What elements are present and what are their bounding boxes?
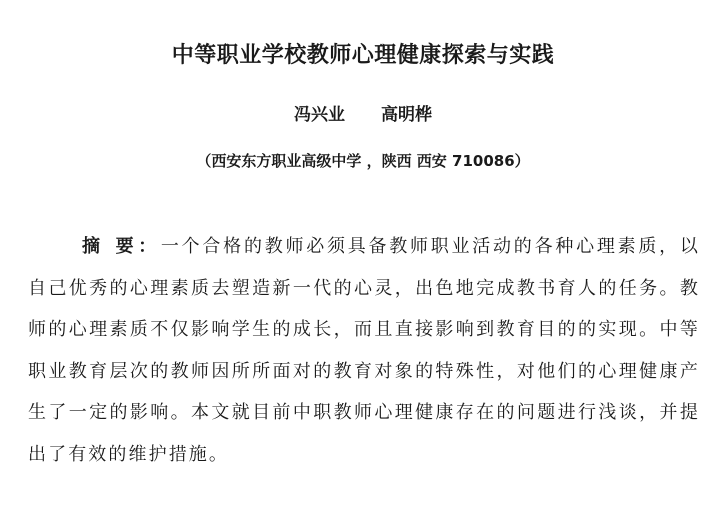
abstract-paragraph xyxy=(28,226,700,475)
author-name: 冯兴业 xyxy=(294,105,346,125)
author-name: 高明桦 xyxy=(380,105,432,125)
paper-title: 中等职业学校教师心理健康探索与实践 xyxy=(171,43,555,68)
author-affiliation: （西安东方职业高级中学 ，陕西 西安 710086） xyxy=(196,152,530,170)
author-list xyxy=(0,100,726,125)
abstract-text: 一个合格的教师必须具备教师职业活动的各种心理素质，以自己优秀的心理素质去塑造新一代的心灵，出色地完成教书育人的任务。教师的心理素质不仅影响学生的成长，而且直接影响到教育目的的实现。中等职业教育层次的教师因所所面对的教育对象的特殊性，对他们的心理健康产生了一定的影响。本文就目前中职教师心理健康存在的问题进行浅谈，并提出了有效的维护措施。 xyxy=(28,236,700,465)
abstract-label: 摘 要： xyxy=(82,236,161,257)
